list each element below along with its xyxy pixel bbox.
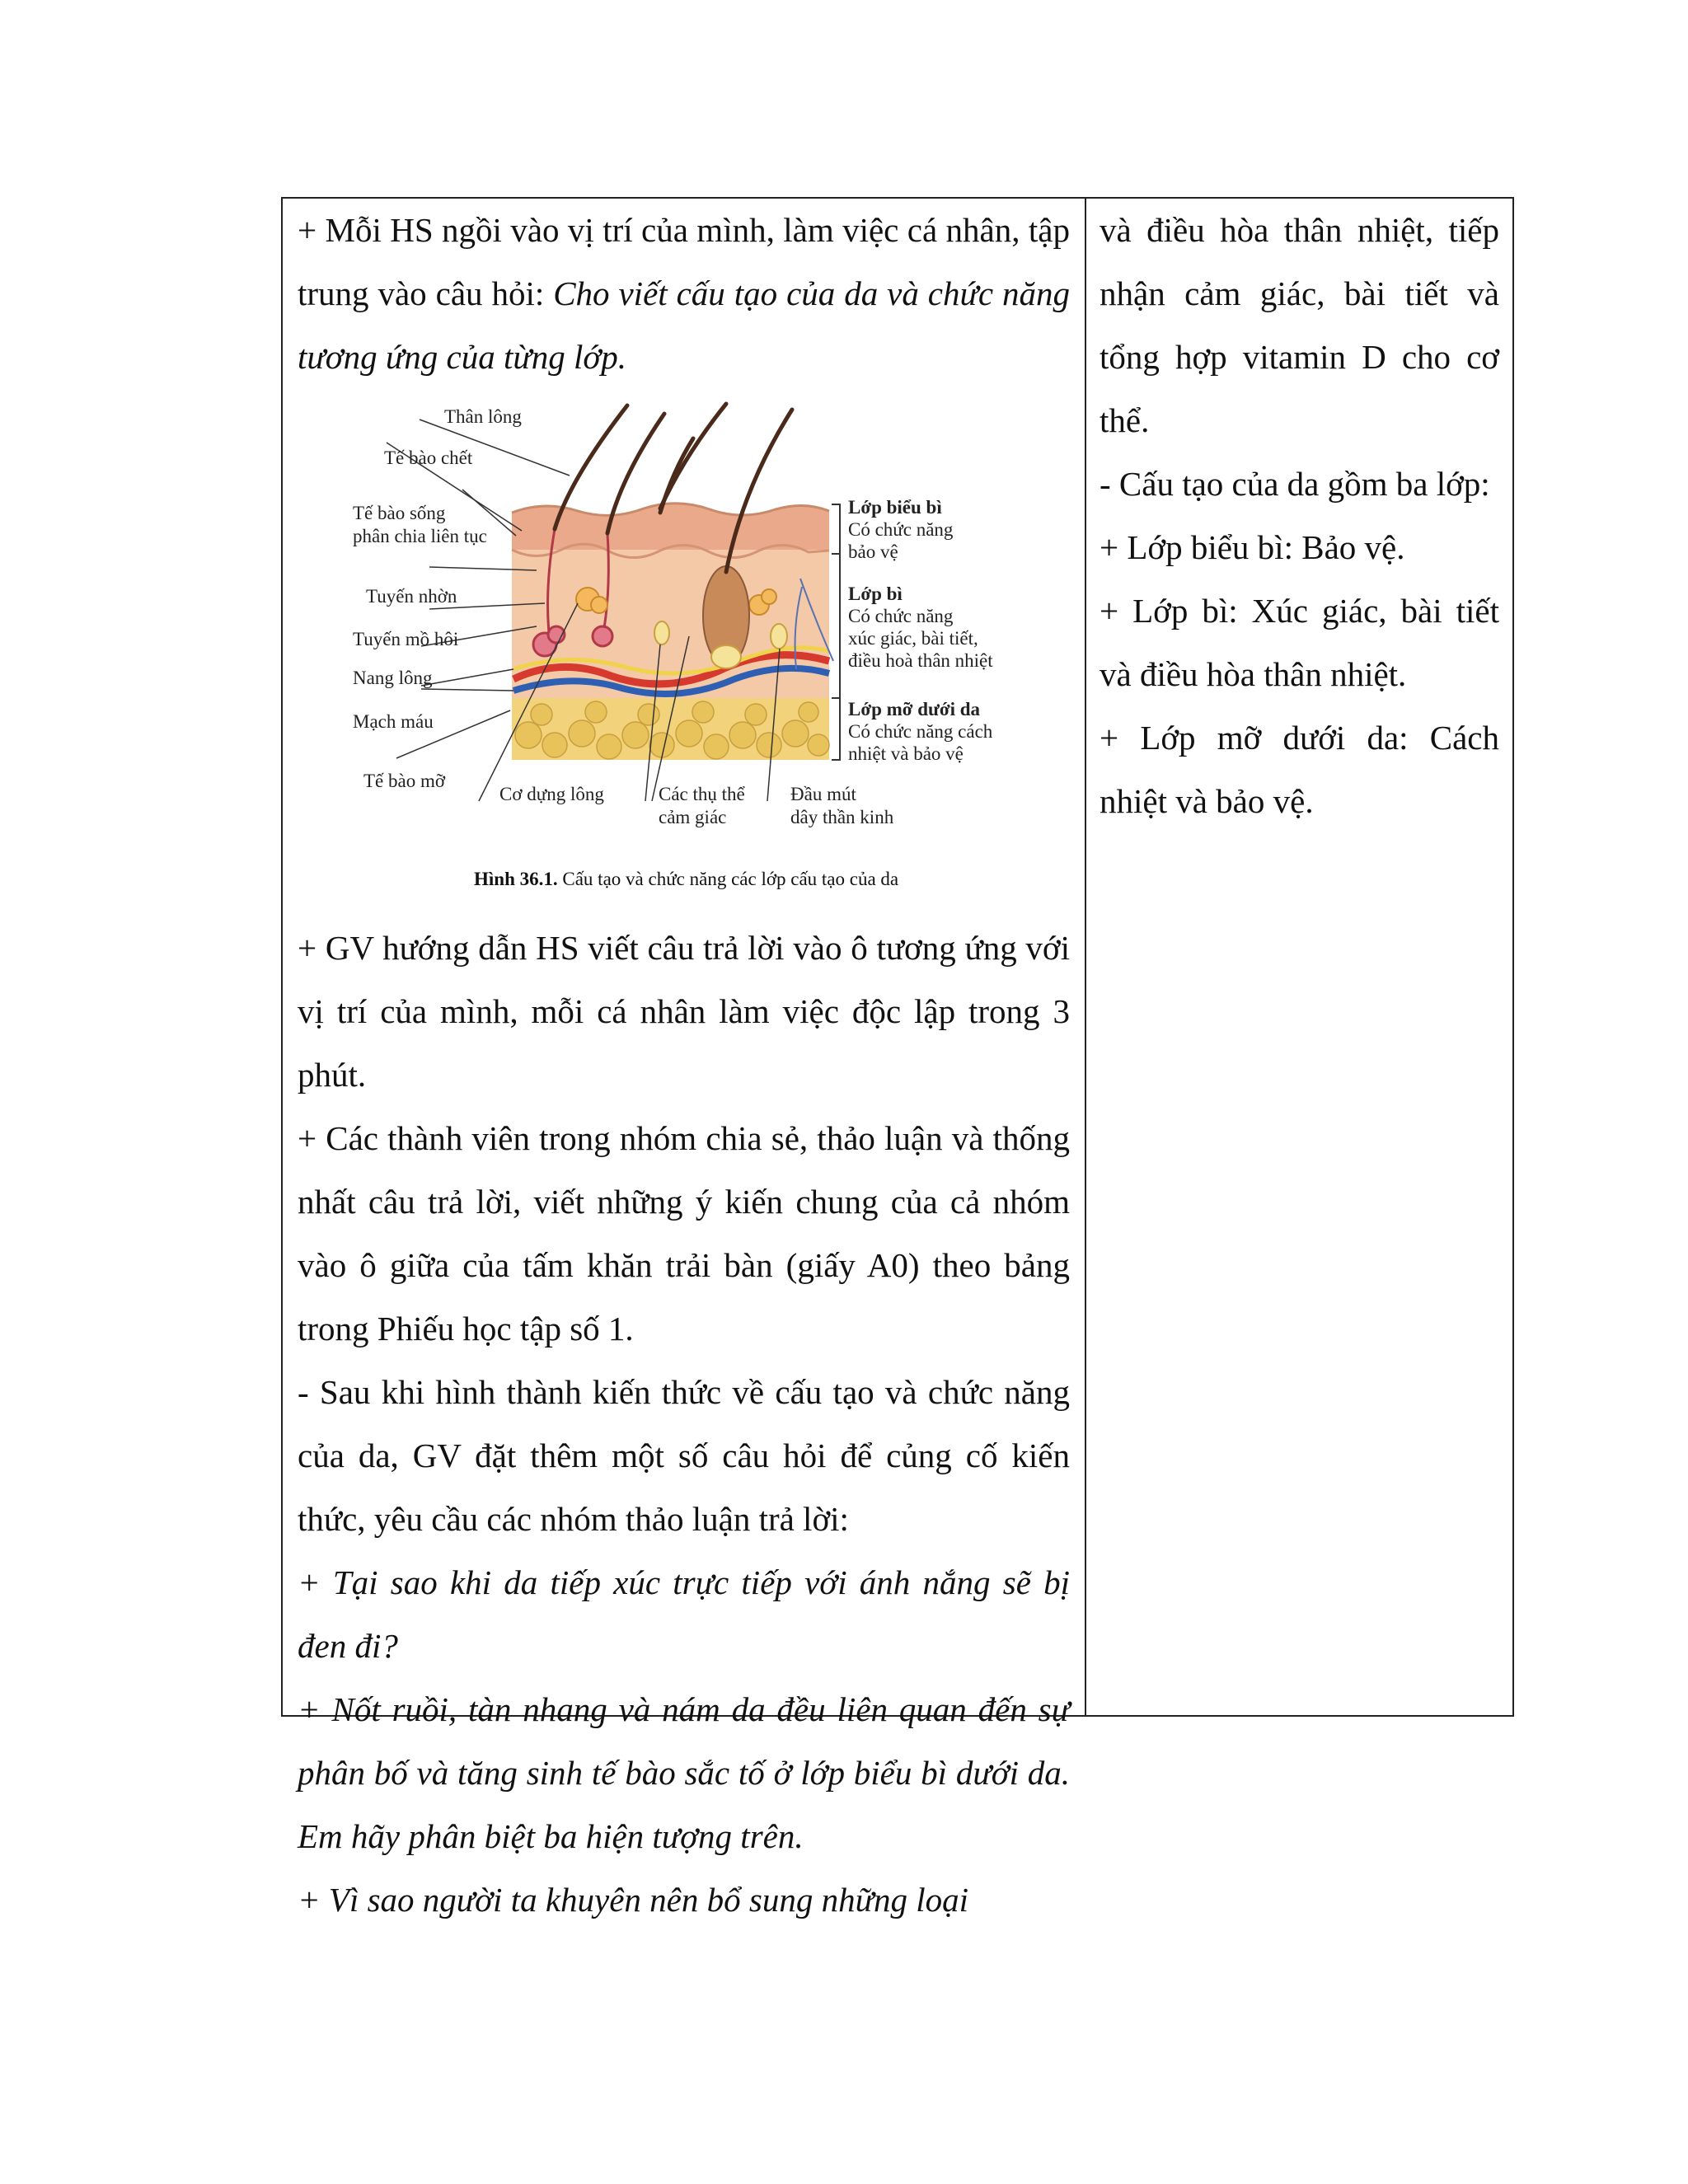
question-2: + Nốt ruồi, tàn nhang và nám da đều liên quan đến sự phân bố và tăng sinh tế bào sắc tố ở lớp biểu bì dưới da. Em hãy phân biệt ba hiện tượng trên. [298, 1690, 1070, 1855]
product-column [1086, 199, 1512, 1715]
label-te-bao-song: Tế bào sống [353, 503, 446, 523]
lesson-table [281, 197, 1514, 1919]
skin-structure-figure [298, 389, 1070, 916]
label-lop-bi-fn3: điều hoà thân nhiệt [848, 650, 993, 671]
caption-number: Hình 36.1. [474, 869, 558, 889]
answer-epidermis: + Lớp biểu bì: Bảo vệ. [1100, 528, 1405, 566]
label-lop-mo: Lớp mỡ dưới da [848, 699, 981, 719]
label-lop-bieu-bi-fn2: bảo vệ [848, 541, 898, 562]
label-lop-mo-fn2: nhiệt và bảo vệ [848, 743, 964, 764]
label-te-bao-chet: Tế bào chết [384, 448, 473, 468]
answer-structure: - Cấu tạo của da gồm ba lớp: [1100, 465, 1490, 503]
label-lop-bieu-bi: Lớp biểu bì [848, 497, 942, 518]
intro-text: + Mỗi HS ngồi vào vị trí của mình, làm việc cá nhân, tập trung vào câu hỏi: [298, 211, 1070, 312]
label-te-bao-mo: Tế bào mỡ [363, 771, 446, 791]
intro-question: Cho viết cấu tạo của da và chức năng tương ứng của từng lớp. [298, 274, 1070, 376]
label-lop-bi-fn2: xúc giác, bài tiết, [848, 628, 978, 649]
label-than-long: Thân lông [444, 406, 522, 427]
label-cac-thu-the: Các thụ thể [659, 784, 745, 804]
label-lop-mo-fn1: Có chức năng cách [848, 721, 993, 742]
label-phan-chia: phân chia liên tục [353, 526, 487, 546]
label-tuyen-nhon: Tuyến nhờn [366, 586, 457, 607]
question-1: + Tại sao khi da tiếp xúc trực tiếp với ánh nắng sẽ bị đen đi? [298, 1563, 1070, 1665]
label-nang-long: Nang lông [353, 668, 433, 688]
label-lop-bi-fn1: Có chức năng [848, 606, 954, 626]
label-lop-bieu-bi-fn1: Có chức năng [848, 519, 954, 540]
label-day-than-kinh: dây thần kinh [790, 807, 894, 827]
answer-hypodermis: + Lớp mỡ dưới da: Cách nhiệt và bảo vệ. [1100, 719, 1499, 820]
answer-dermis: + Lớp bì: Xúc giác, bài tiết và điều hòa thân nhiệt. [1100, 592, 1499, 693]
gv-instruction-paragraph: + GV hướng dẫn HS viết câu trả lời vào ô tương ứng với vị trí của mình, mỗi cá nhân làm việc độc lập trong 3 phút. [298, 929, 1070, 1094]
answer-functions: và điều hòa thân nhiệt, tiếp nhận cảm giác, bài tiết và tổng hợp vitamin D cho cơ thể. [1100, 211, 1499, 439]
label-tuyen-mo-hoi: Tuyến mồ hôi [353, 629, 459, 649]
question-3: + Vì sao người ta khuyên nên bổ sung những loại [298, 1881, 968, 1919]
label-co-dung-long: Cơ dựng lông [499, 784, 604, 804]
follow-up-paragraph: - Sau khi hình thành kiến thức về cấu tạo và chức năng của da, GV đặt thêm một số câu hỏi để củng cố kiến thức, yêu cầu các nhóm thảo luận trả lời: [298, 1373, 1070, 1538]
layer-brackets [832, 504, 840, 760]
intro-paragraph [298, 199, 1070, 389]
label-lop-bi: Lớp bì [848, 583, 903, 604]
label-cam-giac: cảm giác [659, 807, 727, 827]
label-dau-mut: Đầu mút [790, 784, 856, 804]
activity-column [283, 199, 1086, 1919]
caption-text: Cấu tạo và chức năng các lớp cấu tạo của da [557, 869, 899, 889]
group-discussion-paragraph: + Các thành viên trong nhóm chia sẻ, thảo luận và thống nhất câu trả lời, viết những ý kiến chung của cả nhóm vào ô giữa của tấm khăn trải bàn (giấy A0) theo bảng trong Phiếu học tập số 1. [298, 1119, 1070, 1347]
figure-caption [474, 869, 898, 890]
label-mach-mau: Mạch máu [353, 711, 434, 732]
